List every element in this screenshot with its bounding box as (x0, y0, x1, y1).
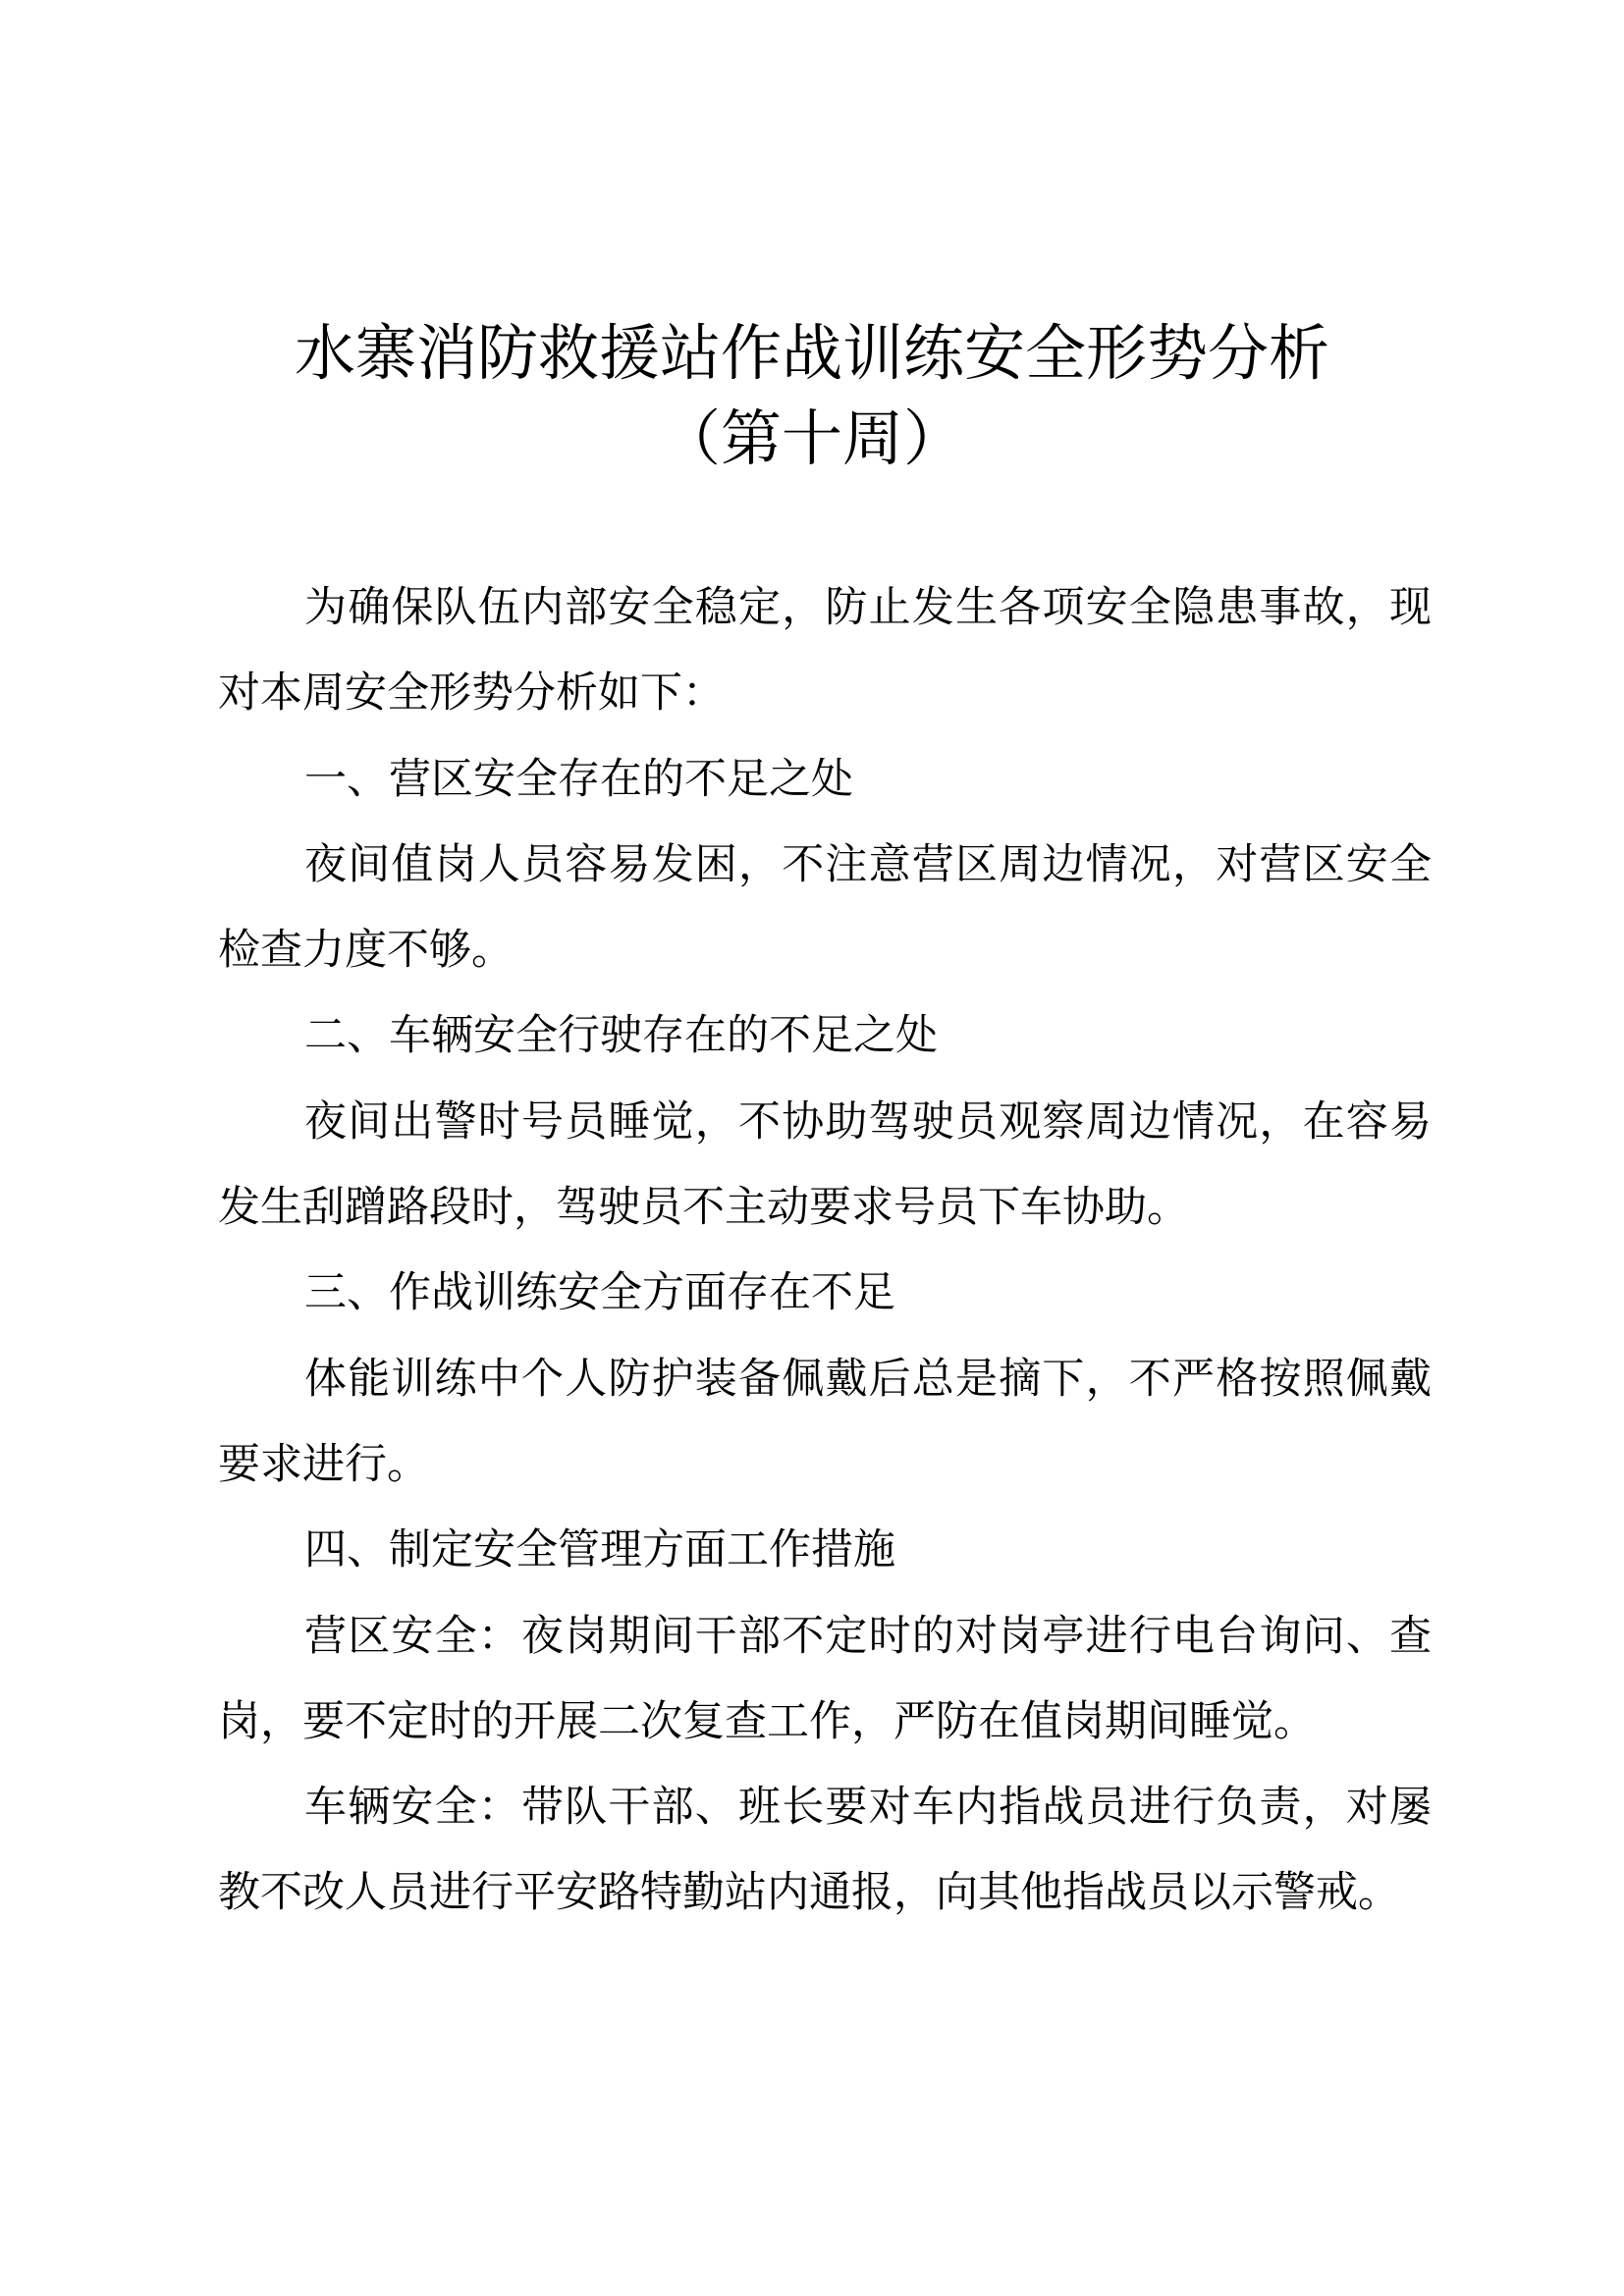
section-heading: 四、制定安全管理方面工作措施 (304, 1525, 895, 1575)
paragraph-line: 夜间出警时号员睡觉，不协助驾驶员观察周边情况，在容易 (304, 1096, 1432, 1147)
paragraph (218, 1765, 1432, 1937)
paragraph (218, 1080, 1432, 1252)
paragraph (218, 1508, 1432, 1593)
paragraph (218, 993, 1432, 1079)
section-heading: 一、营区安全存在的不足之处 (304, 754, 853, 804)
paragraph-line: 营区安全：夜岗期间干部不定时的对岗亭进行电台询问、查 (304, 1611, 1432, 1661)
document-subtitle-week: （第十周） (659, 402, 964, 474)
paragraph-line: 要求进行。 (218, 1439, 429, 1489)
paragraph (218, 1251, 1432, 1336)
paragraph (218, 1594, 1432, 1766)
paragraph-line: 体能训练中个人防护装备佩戴后总是摘下，不严格按照佩戴 (304, 1354, 1432, 1404)
paragraph-line: 为确保队伍内部安全稳定，防止发生各项安全隐患事故，现 (304, 583, 1432, 632)
paragraph-line: 车辆安全：带队干部、班长要对车内指战员进行负责，对屡 (304, 1783, 1432, 1833)
paragraph (218, 823, 1432, 994)
section-heading: 三、作战训练安全方面存在不足 (304, 1268, 895, 1318)
section-heading: 二、车辆安全行驶存在的不足之处 (304, 1011, 938, 1061)
paragraph-line: 夜间值岗人员容易发困，不注意营区周边情况，对营区安全 (304, 839, 1432, 889)
paragraph-line: 对本周安全形势分析如下： (218, 668, 725, 719)
paragraph-line: 岗，要不定时的开展二次复查工作，严防在值岗期间睡觉。 (218, 1696, 1316, 1746)
document-body (218, 565, 1432, 1937)
paragraph-line: 发生刮蹭路段时，驾驶员不主动要求号员下车协助。 (218, 1183, 1189, 1233)
paragraph (218, 565, 1432, 737)
paragraph-line: 检查力度不够。 (218, 926, 514, 976)
document-title: 水寨消防救援站作战训练安全形势分析 (294, 317, 1329, 389)
paragraph (218, 737, 1432, 823)
paragraph-line: 教不改人员进行平安路特勤站内通报，向其他指战员以示警戒。 (218, 1868, 1400, 1918)
paragraph (218, 1337, 1432, 1509)
